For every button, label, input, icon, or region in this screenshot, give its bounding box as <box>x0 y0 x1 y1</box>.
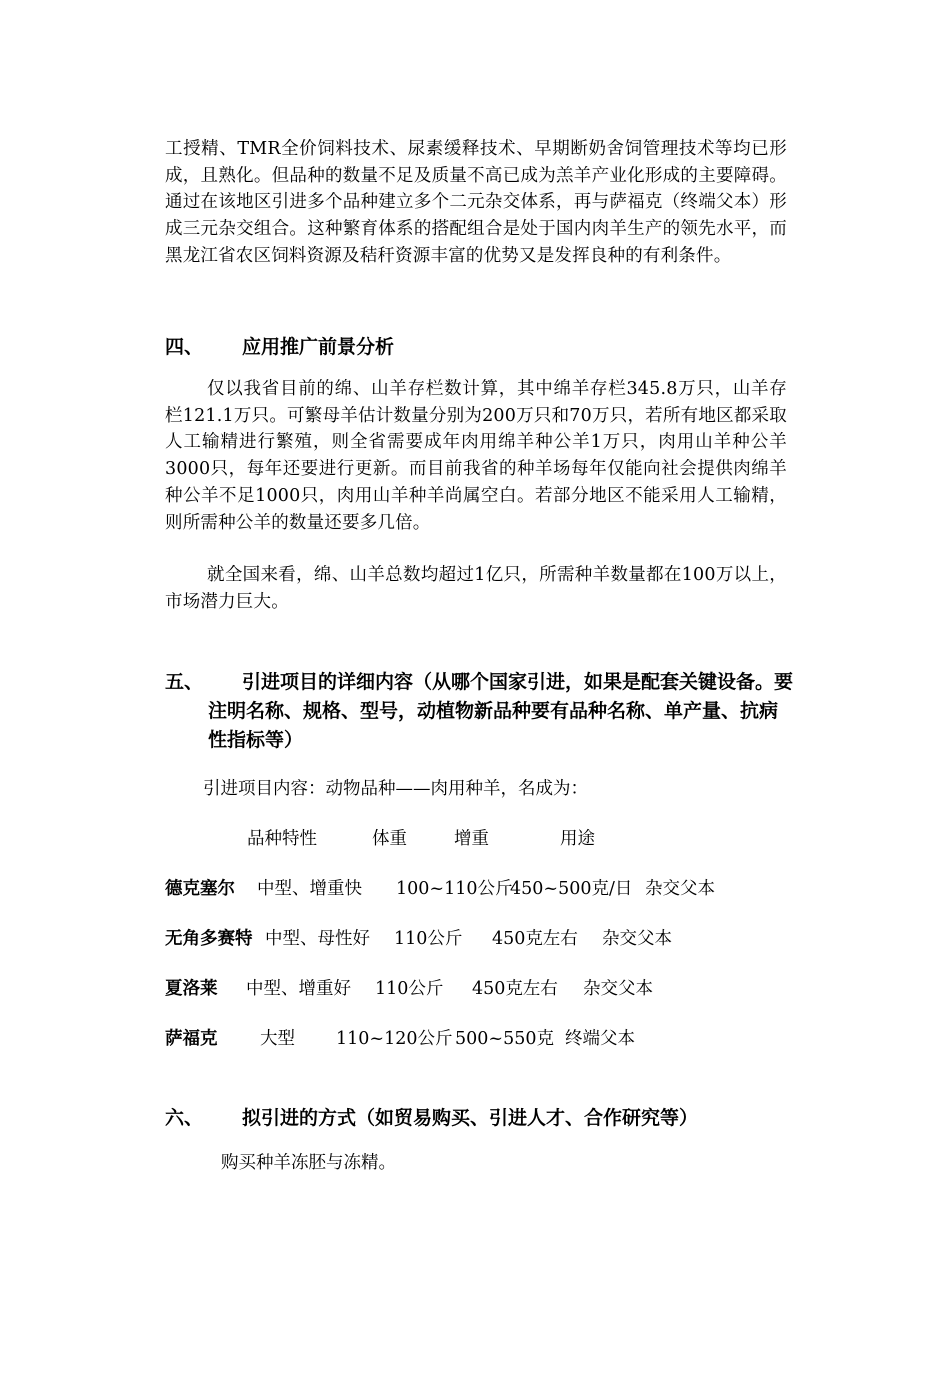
breed-trait: 中型、增重快 <box>257 879 362 899</box>
header-gain: 增重 <box>454 829 489 849</box>
section-5-title: 引进项目的详细内容（从哪个国家引进，如果是配套关键设备。要注明名称、规格、型号，动植物新品种要有品种名称、单产量、抗病性指标等） <box>208 671 794 751</box>
breed-name: 无角多赛特 <box>165 929 253 949</box>
section-5-intro: 引进项目内容：动物品种——肉用种羊，名成为： <box>203 779 588 799</box>
section-6-title: 拟引进的方式（如贸易购买、引进人才、合作研究等） <box>242 1107 699 1129</box>
section-5-number: 五、 <box>165 671 204 693</box>
breed-trait: 中型、母性好 <box>265 929 370 949</box>
breed-weight: 110公斤 <box>394 929 463 949</box>
section-6-heading <box>165 1104 795 1133</box>
breed-use: 杂交父本 <box>602 929 672 949</box>
breed-use: 杂交父本 <box>583 979 653 999</box>
section-4-title: 应用推广前景分析 <box>242 336 395 358</box>
header-weight: 体重 <box>372 829 407 849</box>
breed-trait: 中型、增重好 <box>246 979 351 999</box>
breed-weight: 110~120公斤 <box>336 1029 453 1049</box>
section-6-number: 六、 <box>165 1107 204 1129</box>
breed-gain: 500~550克 <box>455 1029 554 1049</box>
section-4-heading <box>165 333 795 362</box>
section-5-heading <box>165 668 795 755</box>
header-trait: 品种特性 <box>247 829 317 849</box>
breed-weight: 100~110公斤 <box>396 879 513 899</box>
breed-use: 杂交父本 <box>645 879 715 899</box>
section-4-paragraph-2: 就全国来看，绵、山羊总数均超过1亿只，所需种羊数量都在100万以上，市场潜力巨大。 <box>165 565 787 612</box>
breed-name: 德克塞尔 <box>165 879 235 899</box>
breed-name: 夏洛莱 <box>165 979 218 999</box>
breed-weight: 110公斤 <box>375 979 444 999</box>
breed-gain: 450克左右 <box>492 929 578 949</box>
breed-name: 萨福克 <box>165 1029 218 1049</box>
section-4-number: 四、 <box>165 336 204 358</box>
breed-gain: 450~500克/日 <box>510 879 633 899</box>
breed-trait: 大型 <box>260 1029 295 1049</box>
section-6-body: 购买种羊冻胚与冻精。 <box>221 1153 396 1173</box>
breed-use: 终端父本 <box>565 1029 635 1049</box>
section-4-paragraph-1: 仅以我省目前的绵、山羊存栏数计算，其中绵羊存栏345.8万只，山羊存栏121.1万只。可繁母羊估计数量分别为200万只和70万只，若所有地区都采取人工输精进行繁殖，则全省需要成年肉用绵羊种公羊1万只，肉用山羊种公羊3000只，每年还要进行更新。而目前我省的种羊场每年仅能向社会提供肉绵羊种公羊不足1000只，肉用山羊种羊尚属空白。若部分地区不能采用人工输精，则所需种公羊的数量还要多几倍。 <box>165 379 787 533</box>
intro-paragraph: 工授精、TMR全价饲料技术、尿素缓释技术、早期断奶舍饲管理技术等均已形成，且熟化。但品种的数量不足及质量不高已成为羔羊产业化形成的主要障碍。通过在该地区引进多个品种建立多个二元杂交体系，再与萨福克（终端父本）形成三元杂交组合。这种繁育体系的搭配组合是处于国内肉羊生产的领先水平，而黑龙江省农区饲料资源及秸秆资源丰富的优势又是发挥良种的有利条件。 <box>165 139 787 266</box>
header-use: 用途 <box>560 829 595 849</box>
breed-gain: 450克左右 <box>472 979 558 999</box>
